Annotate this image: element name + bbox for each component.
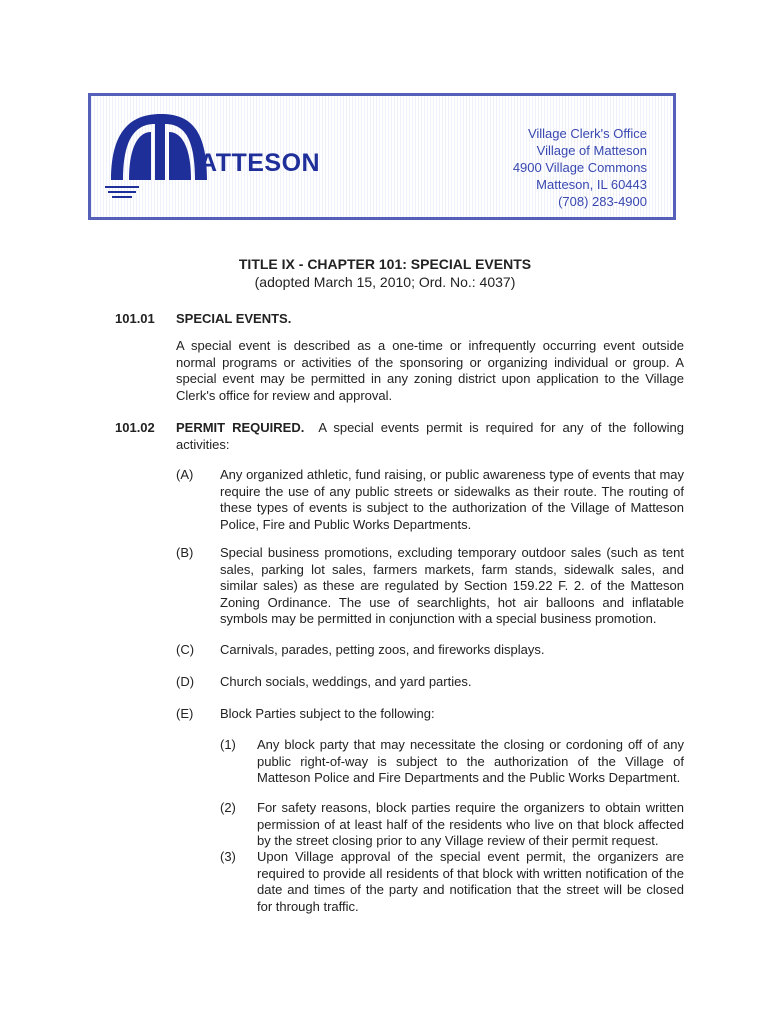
section-body: A special event is described as a one-time or infrequently occurring event outside normal programs or activities of the sponsoring or organizing individual or group. A special event may be permitted in any zoning district upon application to the Village Clerk's office for review and approval. bbox=[176, 338, 684, 403]
subitem-label: (1) bbox=[220, 737, 236, 752]
logo-text: ATTESON bbox=[199, 149, 321, 177]
section-heading: SPECIAL EVENTS. bbox=[176, 311, 292, 326]
document-subtitle: (adopted March 15, 2010; Ord. No.: 4037) bbox=[254, 274, 516, 290]
subitem-label: (3) bbox=[220, 849, 236, 864]
city-state-zip: Matteson, IL 60443 bbox=[536, 177, 647, 192]
letterhead bbox=[88, 93, 676, 220]
item-text: Church socials, weddings, and yard parties. bbox=[220, 674, 472, 689]
subitem-label: (2) bbox=[220, 800, 236, 815]
section-number: 101.01 bbox=[115, 311, 155, 326]
section-number: 101.02 bbox=[115, 420, 155, 435]
document-title-block bbox=[0, 255, 770, 291]
subitem-text: For safety reasons, block parties require the organizers to obtain written permission of at least half of the residents who live on that block affected by the street closing prior to any Village review of their permit request. bbox=[257, 800, 684, 848]
item-label: (E) bbox=[176, 706, 194, 721]
village-name: Village of Matteson bbox=[536, 143, 647, 158]
office-address bbox=[513, 125, 647, 210]
phone-number: (708) 283-4900 bbox=[558, 194, 647, 209]
street-address: 4900 Village Commons bbox=[512, 160, 647, 175]
item-text: Carnivals, parades, petting zoos, and fireworks displays. bbox=[220, 642, 545, 657]
item-label: (B) bbox=[176, 545, 194, 560]
document-title: TITLE IX - CHAPTER 101: SPECIAL EVENTS bbox=[238, 256, 532, 272]
item-text: Special business promotions, excluding temporary outdoor sales (such as tent sales, parking lot sales, farmers markets, farm stands, sidewalk sales, and similar sales) as these are regulated by Section 159.22 F. 2. of the Matteson Zoning Ordinance. The use of searchlights, hot air balloons and inflatable symbols may be permitted in conjunction with a special business promotion. bbox=[220, 545, 684, 626]
item-text: Block Parties subject to the following: bbox=[220, 706, 435, 721]
section-intro-block bbox=[176, 420, 684, 453]
office-name: Village Clerk's Office bbox=[527, 126, 647, 141]
item-label: (A) bbox=[176, 467, 194, 482]
item-text: Any organized athletic, fund raising, or public awareness type of events that may require the use of any public streets or sidewalks as their route. The routing of these types of events is subject to the authorization of the Village of Matteson Police, Fire and Public Works Departments. bbox=[220, 467, 684, 532]
subitem-text: Upon Village approval of the special event permit, the organizers are required to provide all residents of that block with written notification of the date and times of the party and notification that the street will be closed for through traffic. bbox=[257, 849, 684, 914]
subitem-text: Any block party that may necessitate the closing or cordoning off of any public right-of-way is subject to the authorization of the Village of Matteson Police and Fire Departments and the Public Works Department. bbox=[257, 737, 684, 785]
item-label: (C) bbox=[176, 642, 195, 657]
section-heading: PERMIT REQUIRED. bbox=[176, 420, 305, 435]
section-intro: A special events permit is required for any of the following activities: bbox=[176, 420, 684, 452]
item-label: (D) bbox=[176, 674, 195, 689]
